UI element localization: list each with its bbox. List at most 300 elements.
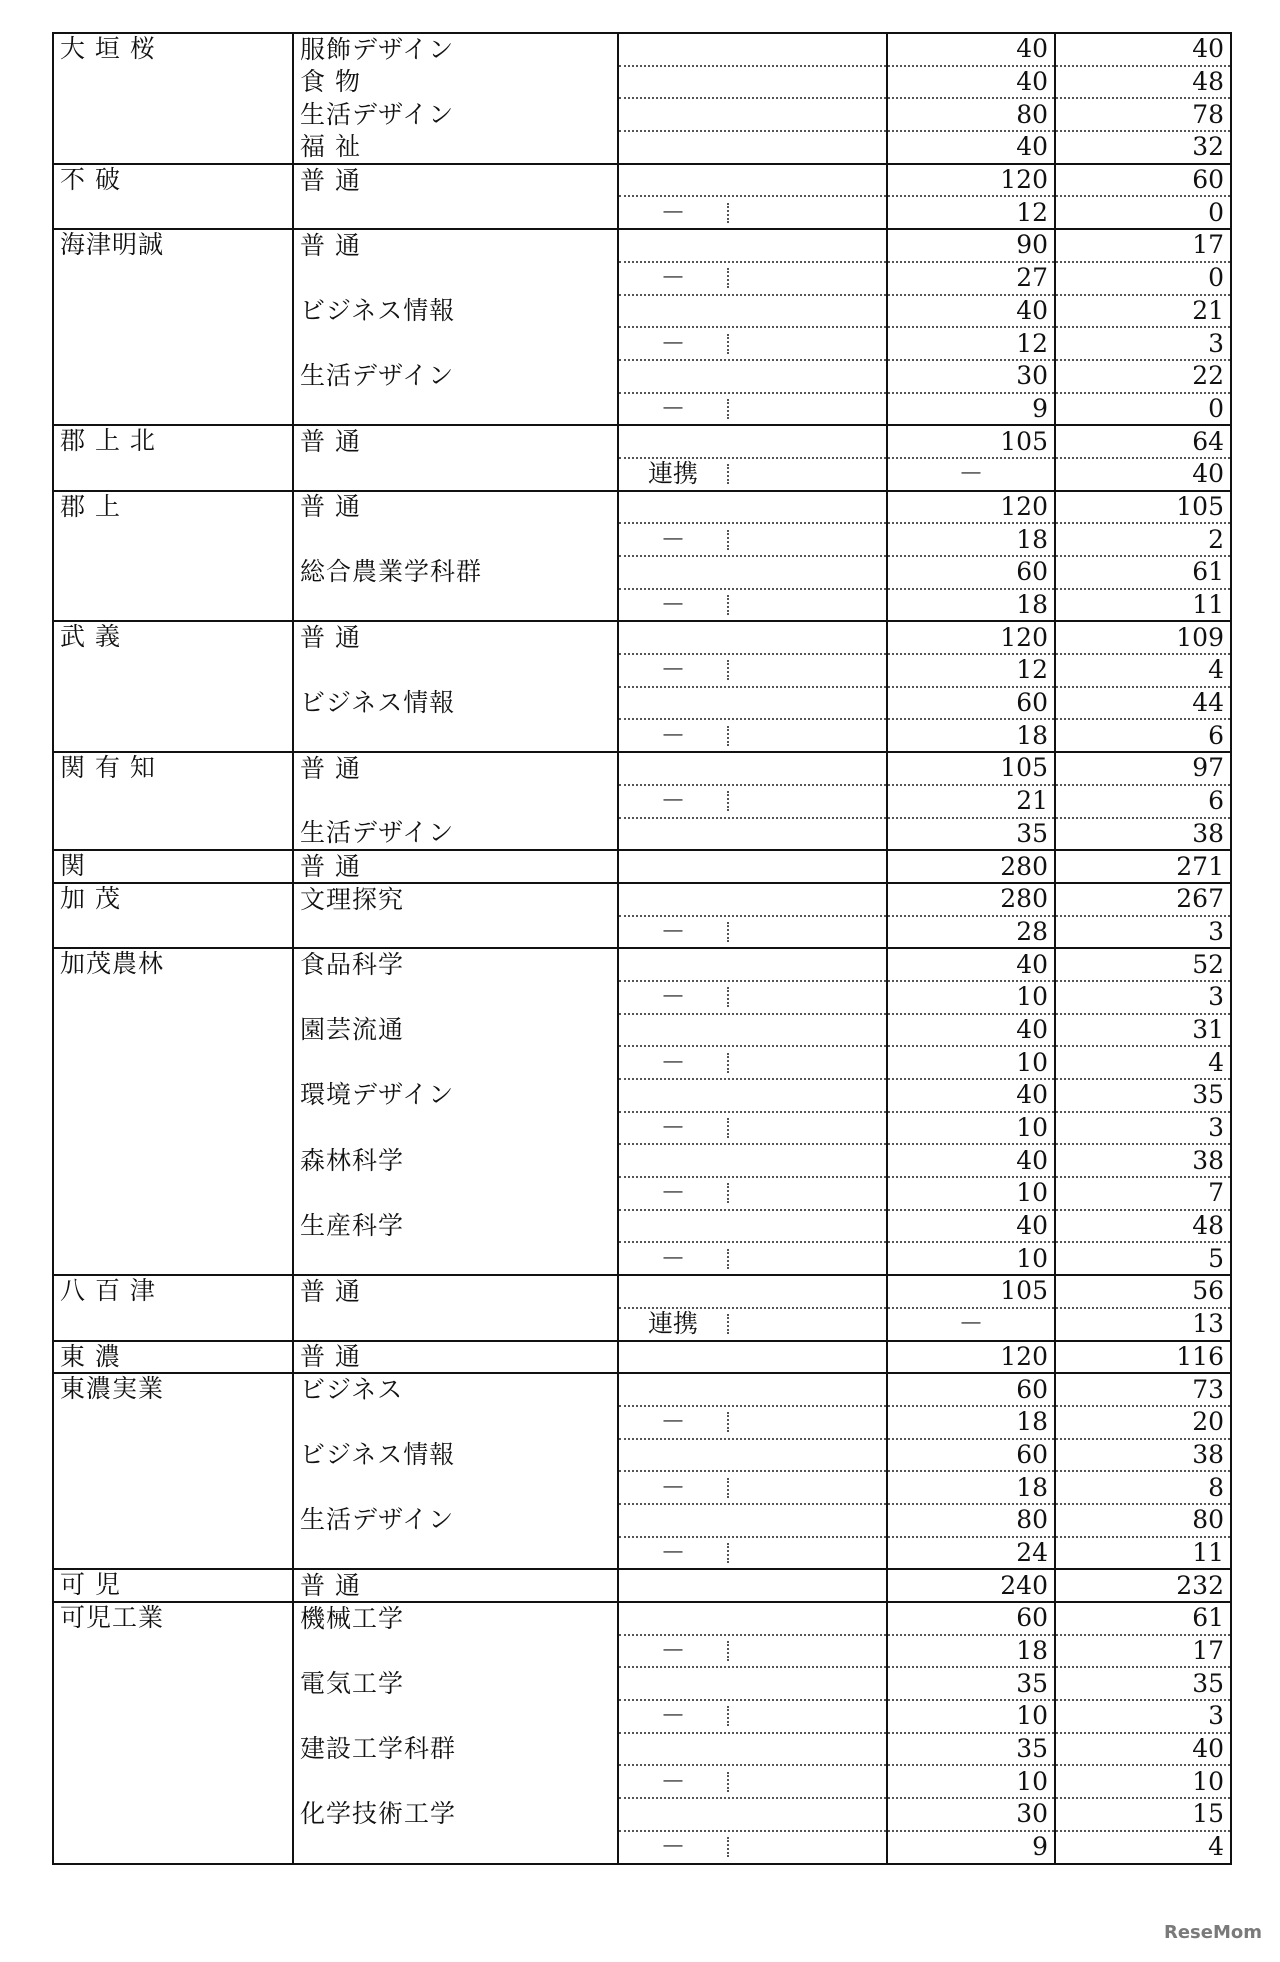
dotted-separator bbox=[727, 1641, 729, 1661]
table-row bbox=[53, 1602, 1231, 1635]
selection-type-cell bbox=[618, 1700, 887, 1733]
capacity-value: 120 bbox=[887, 164, 1055, 197]
applicants-value: 267 bbox=[1055, 883, 1231, 916]
selection-type: － bbox=[660, 720, 686, 750]
course-name: 普 通 bbox=[293, 621, 618, 654]
selection-type-cell bbox=[618, 1504, 887, 1537]
applicants-value: 31 bbox=[1055, 1014, 1231, 1047]
capacity-value: 60 bbox=[887, 1373, 1055, 1406]
table-row bbox=[53, 621, 1231, 654]
dotted-separator bbox=[727, 1314, 729, 1334]
selection-type-cell bbox=[618, 1210, 887, 1243]
course-name bbox=[293, 1765, 618, 1798]
selection-type: － bbox=[660, 328, 686, 358]
capacity-value: 10 bbox=[887, 1046, 1055, 1079]
capacity-value: 90 bbox=[887, 229, 1055, 262]
selection-type-cell bbox=[618, 916, 887, 949]
course-name: ビジネス bbox=[293, 1373, 618, 1406]
capacity-value: 10 bbox=[887, 1177, 1055, 1210]
course-name bbox=[293, 1537, 618, 1570]
course-name bbox=[293, 262, 618, 295]
dotted-separator bbox=[727, 1183, 729, 1203]
course-name: 食 物 bbox=[293, 66, 618, 99]
selection-type: － bbox=[660, 1636, 686, 1666]
course-name bbox=[293, 589, 618, 622]
applicants-value: 56 bbox=[1055, 1275, 1231, 1308]
course-name bbox=[293, 1046, 618, 1079]
course-name: 園芸流通 bbox=[293, 1014, 618, 1047]
applicants-value: 52 bbox=[1055, 948, 1231, 981]
selection-type-cell bbox=[618, 981, 887, 1014]
selection-type: － bbox=[660, 393, 686, 423]
applicants-value: 0 bbox=[1055, 262, 1231, 295]
capacity-value: 10 bbox=[887, 1700, 1055, 1733]
capacity-value: 280 bbox=[887, 850, 1055, 883]
selection-type-cell bbox=[618, 948, 887, 981]
school-name: 郡 上 bbox=[53, 491, 293, 622]
dotted-separator bbox=[727, 1543, 729, 1563]
applicants-value: 232 bbox=[1055, 1569, 1231, 1602]
applicants-value: 44 bbox=[1055, 687, 1231, 720]
selection-type-cell bbox=[618, 654, 887, 687]
selection-type-cell bbox=[618, 1733, 887, 1766]
dotted-separator bbox=[727, 334, 729, 354]
table-row bbox=[53, 850, 1231, 883]
capacity-value: 12 bbox=[887, 327, 1055, 360]
capacity-value: 24 bbox=[887, 1537, 1055, 1570]
applicants-value: 22 bbox=[1055, 360, 1231, 393]
applicants-value: 11 bbox=[1055, 1537, 1231, 1570]
capacity-value: 35 bbox=[887, 818, 1055, 851]
course-name bbox=[293, 1471, 618, 1504]
school-name: 大 垣 桜 bbox=[53, 33, 293, 164]
course-name: 生活デザイン bbox=[293, 818, 618, 851]
applicants-value: 35 bbox=[1055, 1079, 1231, 1112]
course-name: 普 通 bbox=[293, 850, 618, 883]
selection-type-cell bbox=[618, 360, 887, 393]
school-name: 東濃実業 bbox=[53, 1373, 293, 1569]
applicants-value: 4 bbox=[1055, 1831, 1231, 1864]
course-name: ビジネス情報 bbox=[293, 1439, 618, 1472]
table-row bbox=[53, 229, 1231, 262]
selection-type-cell bbox=[618, 523, 887, 556]
applicants-value: 105 bbox=[1055, 491, 1231, 524]
selection-type: － bbox=[660, 916, 686, 946]
selection-type-cell bbox=[618, 1667, 887, 1700]
dotted-separator bbox=[727, 268, 729, 288]
applicants-value: 15 bbox=[1055, 1798, 1231, 1831]
selection-type: － bbox=[660, 1766, 686, 1796]
selection-type-cell bbox=[618, 1406, 887, 1439]
selection-type: － bbox=[660, 197, 686, 227]
applicants-value: 61 bbox=[1055, 1602, 1231, 1635]
applicants-value: 271 bbox=[1055, 850, 1231, 883]
selection-type-cell bbox=[618, 589, 887, 622]
course-name: 生産科学 bbox=[293, 1210, 618, 1243]
capacity-value: 10 bbox=[887, 1242, 1055, 1275]
selection-type-cell bbox=[618, 262, 887, 295]
school-name: 海津明誠 bbox=[53, 229, 293, 425]
applicants-value: 5 bbox=[1055, 1242, 1231, 1275]
course-name bbox=[293, 458, 618, 491]
table-row bbox=[53, 1275, 1231, 1308]
selection-type-cell bbox=[618, 1112, 887, 1145]
table-row bbox=[53, 948, 1231, 981]
applicants-value: 3 bbox=[1055, 916, 1231, 949]
selection-type-cell bbox=[618, 98, 887, 131]
applicants-value: 17 bbox=[1055, 1635, 1231, 1668]
course-name bbox=[293, 916, 618, 949]
dotted-separator bbox=[727, 530, 729, 550]
capacity-value: 60 bbox=[887, 556, 1055, 589]
capacity-value: 40 bbox=[887, 948, 1055, 981]
course-name: 機械工学 bbox=[293, 1602, 618, 1635]
selection-type: － bbox=[660, 1178, 686, 1208]
applicants-value: 73 bbox=[1055, 1373, 1231, 1406]
applicants-value: 21 bbox=[1055, 295, 1231, 328]
selection-type: － bbox=[660, 1047, 686, 1077]
capacity-value: 40 bbox=[887, 295, 1055, 328]
selection-type-cell bbox=[618, 229, 887, 262]
dotted-separator bbox=[727, 1478, 729, 1498]
course-name: 普 通 bbox=[293, 229, 618, 262]
selection-type-cell bbox=[618, 1537, 887, 1570]
dotted-separator bbox=[727, 1706, 729, 1726]
applicants-value: 20 bbox=[1055, 1406, 1231, 1439]
selection-type: － bbox=[660, 1407, 686, 1437]
course-name: 福 祉 bbox=[293, 131, 618, 164]
applicants-value: 7 bbox=[1055, 1177, 1231, 1210]
capacity-value: 40 bbox=[887, 1079, 1055, 1112]
selection-type-cell bbox=[618, 1275, 887, 1308]
table-row bbox=[53, 491, 1231, 524]
school-name: 武 義 bbox=[53, 621, 293, 752]
capacity-value: 21 bbox=[887, 785, 1055, 818]
selection-type: 連携 bbox=[647, 459, 698, 489]
capacity-value: 12 bbox=[887, 196, 1055, 229]
table-row bbox=[53, 33, 1231, 66]
course-name: 建設工学科群 bbox=[293, 1733, 618, 1766]
applicants-value: 6 bbox=[1055, 719, 1231, 752]
capacity-value: － bbox=[887, 1308, 1055, 1341]
admissions-table bbox=[52, 32, 1232, 1865]
course-name: 生活デザイン bbox=[293, 360, 618, 393]
course-name: 食品科学 bbox=[293, 948, 618, 981]
capacity-value: 40 bbox=[887, 66, 1055, 99]
school-name: 不 破 bbox=[53, 164, 293, 229]
school-name: 八 百 津 bbox=[53, 1275, 293, 1340]
selection-type-cell bbox=[618, 1144, 887, 1177]
applicants-value: 38 bbox=[1055, 1439, 1231, 1472]
course-name: 普 通 bbox=[293, 1569, 618, 1602]
selection-type: － bbox=[660, 982, 686, 1012]
selection-type: － bbox=[660, 263, 686, 293]
table-row bbox=[53, 1341, 1231, 1374]
capacity-value: 120 bbox=[887, 1341, 1055, 1374]
capacity-value: 105 bbox=[887, 1275, 1055, 1308]
selection-type-cell bbox=[618, 752, 887, 785]
course-name: 化学技術工学 bbox=[293, 1798, 618, 1831]
course-name: ビジネス情報 bbox=[293, 687, 618, 720]
dotted-separator bbox=[727, 1249, 729, 1269]
capacity-value: 40 bbox=[887, 33, 1055, 66]
selection-type-cell bbox=[618, 1308, 887, 1341]
course-name: 普 通 bbox=[293, 491, 618, 524]
selection-type-cell bbox=[618, 1046, 887, 1079]
applicants-value: 35 bbox=[1055, 1667, 1231, 1700]
applicants-value: 3 bbox=[1055, 981, 1231, 1014]
applicants-value: 2 bbox=[1055, 523, 1231, 556]
selection-type-cell bbox=[618, 1602, 887, 1635]
school-name: 可児工業 bbox=[53, 1602, 293, 1864]
capacity-value: 12 bbox=[887, 654, 1055, 687]
school-name: 東 濃 bbox=[53, 1341, 293, 1374]
capacity-value: 80 bbox=[887, 1504, 1055, 1537]
course-name bbox=[293, 1177, 618, 1210]
capacity-value: 10 bbox=[887, 1765, 1055, 1798]
capacity-value: 27 bbox=[887, 262, 1055, 295]
course-name bbox=[293, 785, 618, 818]
selection-type-cell bbox=[618, 295, 887, 328]
applicants-value: 64 bbox=[1055, 425, 1231, 458]
applicants-value: 40 bbox=[1055, 33, 1231, 66]
course-name: 文理探究 bbox=[293, 883, 618, 916]
capacity-value: 105 bbox=[887, 425, 1055, 458]
applicants-value: 10 bbox=[1055, 1765, 1231, 1798]
applicants-value: 40 bbox=[1055, 1733, 1231, 1766]
course-name bbox=[293, 1308, 618, 1341]
dotted-separator bbox=[727, 987, 729, 1007]
capacity-value: 40 bbox=[887, 1014, 1055, 1047]
capacity-value: － bbox=[887, 458, 1055, 491]
capacity-value: 28 bbox=[887, 916, 1055, 949]
selection-type: － bbox=[660, 1472, 686, 1502]
selection-type-cell bbox=[618, 1439, 887, 1472]
capacity-value: 120 bbox=[887, 621, 1055, 654]
course-name bbox=[293, 654, 618, 687]
applicants-value: 38 bbox=[1055, 1144, 1231, 1177]
selection-type-cell bbox=[618, 66, 887, 99]
selection-type-cell bbox=[618, 164, 887, 197]
dotted-separator bbox=[727, 1772, 729, 1792]
school-name: 関 bbox=[53, 850, 293, 883]
applicants-value: 48 bbox=[1055, 1210, 1231, 1243]
capacity-value: 40 bbox=[887, 1210, 1055, 1243]
selection-type-cell bbox=[618, 33, 887, 66]
course-name bbox=[293, 523, 618, 556]
selection-type-cell bbox=[618, 883, 887, 916]
capacity-value: 18 bbox=[887, 719, 1055, 752]
selection-type: － bbox=[660, 1832, 686, 1862]
course-name bbox=[293, 1406, 618, 1439]
table-row bbox=[53, 425, 1231, 458]
course-name bbox=[293, 981, 618, 1014]
capacity-value: 10 bbox=[887, 981, 1055, 1014]
selection-type: － bbox=[660, 1537, 686, 1567]
course-name bbox=[293, 1831, 618, 1864]
applicants-value: 8 bbox=[1055, 1471, 1231, 1504]
capacity-value: 18 bbox=[887, 1406, 1055, 1439]
dotted-separator bbox=[727, 399, 729, 419]
selection-type: 連携 bbox=[647, 1309, 698, 1339]
selection-type-cell bbox=[618, 621, 887, 654]
course-name: 総合農業学科群 bbox=[293, 556, 618, 589]
course-name bbox=[293, 393, 618, 426]
capacity-value: 9 bbox=[887, 393, 1055, 426]
applicants-value: 4 bbox=[1055, 1046, 1231, 1079]
selection-type: － bbox=[660, 590, 686, 620]
dotted-separator bbox=[727, 791, 729, 811]
course-name: 普 通 bbox=[293, 1341, 618, 1374]
table-body bbox=[53, 33, 1231, 1864]
capacity-value: 120 bbox=[887, 491, 1055, 524]
applicants-value: 0 bbox=[1055, 196, 1231, 229]
selection-type-cell bbox=[618, 458, 887, 491]
capacity-value: 40 bbox=[887, 1144, 1055, 1177]
selection-type: － bbox=[660, 1243, 686, 1273]
course-name: 服飾デザイン bbox=[293, 33, 618, 66]
selection-type-cell bbox=[618, 719, 887, 752]
capacity-value: 240 bbox=[887, 1569, 1055, 1602]
capacity-value: 18 bbox=[887, 1635, 1055, 1668]
selection-type-cell bbox=[618, 1471, 887, 1504]
school-name: 加 茂 bbox=[53, 883, 293, 948]
selection-type-cell bbox=[618, 425, 887, 458]
table-row bbox=[53, 1569, 1231, 1602]
table-row bbox=[53, 1373, 1231, 1406]
selection-type-cell bbox=[618, 1831, 887, 1864]
school-name: 関 有 知 bbox=[53, 752, 293, 850]
capacity-value: 18 bbox=[887, 589, 1055, 622]
applicants-value: 97 bbox=[1055, 752, 1231, 785]
school-name: 可 児 bbox=[53, 1569, 293, 1602]
selection-type: － bbox=[660, 524, 686, 554]
capacity-value: 18 bbox=[887, 1471, 1055, 1504]
capacity-value: 280 bbox=[887, 883, 1055, 916]
course-name bbox=[293, 1242, 618, 1275]
selection-type-cell bbox=[618, 1242, 887, 1275]
course-name: 森林科学 bbox=[293, 1144, 618, 1177]
applicants-value: 60 bbox=[1055, 164, 1231, 197]
capacity-value: 60 bbox=[887, 1439, 1055, 1472]
selection-type-cell bbox=[618, 1177, 887, 1210]
selection-type-cell bbox=[618, 818, 887, 851]
applicants-value: 3 bbox=[1055, 327, 1231, 360]
course-name: 普 通 bbox=[293, 164, 618, 197]
selection-type-cell bbox=[618, 1569, 887, 1602]
applicants-value: 32 bbox=[1055, 131, 1231, 164]
capacity-value: 105 bbox=[887, 752, 1055, 785]
dotted-separator bbox=[727, 660, 729, 680]
course-name: 環境デザイン bbox=[293, 1079, 618, 1112]
applicants-value: 6 bbox=[1055, 785, 1231, 818]
dotted-separator bbox=[727, 922, 729, 942]
selection-type-cell bbox=[618, 1635, 887, 1668]
selection-type-cell bbox=[618, 327, 887, 360]
selection-type: － bbox=[660, 1701, 686, 1731]
selection-type-cell bbox=[618, 491, 887, 524]
selection-type-cell bbox=[618, 131, 887, 164]
capacity-value: 60 bbox=[887, 687, 1055, 720]
applicants-value: 3 bbox=[1055, 1700, 1231, 1733]
selection-type-cell bbox=[618, 785, 887, 818]
dotted-separator bbox=[727, 595, 729, 615]
selection-type: － bbox=[660, 786, 686, 816]
applicants-value: 109 bbox=[1055, 621, 1231, 654]
selection-type-cell bbox=[618, 196, 887, 229]
selection-type-cell bbox=[618, 1341, 887, 1374]
selection-type-cell bbox=[618, 1798, 887, 1831]
course-name: 普 通 bbox=[293, 752, 618, 785]
selection-type-cell bbox=[618, 850, 887, 883]
dotted-separator bbox=[727, 1412, 729, 1432]
resemom-watermark: ReseMom bbox=[1163, 1922, 1262, 1943]
capacity-value: 40 bbox=[887, 131, 1055, 164]
selection-type-cell bbox=[618, 393, 887, 426]
applicants-value: 40 bbox=[1055, 458, 1231, 491]
applicants-value: 13 bbox=[1055, 1308, 1231, 1341]
selection-type-cell bbox=[618, 1373, 887, 1406]
applicants-value: 3 bbox=[1055, 1112, 1231, 1145]
course-name: 電気工学 bbox=[293, 1667, 618, 1700]
course-name: 生活デザイン bbox=[293, 1504, 618, 1537]
capacity-value: 60 bbox=[887, 1602, 1055, 1635]
table-row bbox=[53, 883, 1231, 916]
applicants-value: 116 bbox=[1055, 1341, 1231, 1374]
capacity-value: 80 bbox=[887, 98, 1055, 131]
applicants-value: 78 bbox=[1055, 98, 1231, 131]
table-row bbox=[53, 164, 1231, 197]
applicants-value: 61 bbox=[1055, 556, 1231, 589]
selection-type: － bbox=[660, 1113, 686, 1143]
capacity-value: 30 bbox=[887, 360, 1055, 393]
selection-type-cell bbox=[618, 1014, 887, 1047]
course-name bbox=[293, 1700, 618, 1733]
course-name bbox=[293, 1635, 618, 1668]
applicants-value: 4 bbox=[1055, 654, 1231, 687]
capacity-value: 18 bbox=[887, 523, 1055, 556]
course-name: 生活デザイン bbox=[293, 98, 618, 131]
course-name: 普 通 bbox=[293, 425, 618, 458]
table-row bbox=[53, 752, 1231, 785]
course-name bbox=[293, 719, 618, 752]
capacity-value: 9 bbox=[887, 1831, 1055, 1864]
applicants-value: 11 bbox=[1055, 589, 1231, 622]
applicants-value: 48 bbox=[1055, 66, 1231, 99]
dotted-separator bbox=[727, 726, 729, 746]
applicants-value: 38 bbox=[1055, 818, 1231, 851]
capacity-value: 35 bbox=[887, 1733, 1055, 1766]
capacity-value: 35 bbox=[887, 1667, 1055, 1700]
course-name bbox=[293, 196, 618, 229]
school-name: 加茂農林 bbox=[53, 948, 293, 1275]
applicants-value: 80 bbox=[1055, 1504, 1231, 1537]
selection-type: － bbox=[660, 655, 686, 685]
applicants-value: 17 bbox=[1055, 229, 1231, 262]
course-name bbox=[293, 1112, 618, 1145]
school-name: 郡 上 北 bbox=[53, 425, 293, 490]
selection-type-cell bbox=[618, 687, 887, 720]
course-name: 普 通 bbox=[293, 1275, 618, 1308]
dotted-separator bbox=[727, 1053, 729, 1073]
dotted-separator bbox=[727, 203, 729, 223]
capacity-value: 30 bbox=[887, 1798, 1055, 1831]
dotted-separator bbox=[727, 1837, 729, 1857]
selection-type-cell bbox=[618, 556, 887, 589]
capacity-value: 10 bbox=[887, 1112, 1055, 1145]
course-name bbox=[293, 327, 618, 360]
admissions-table-sheet bbox=[52, 32, 1230, 1862]
